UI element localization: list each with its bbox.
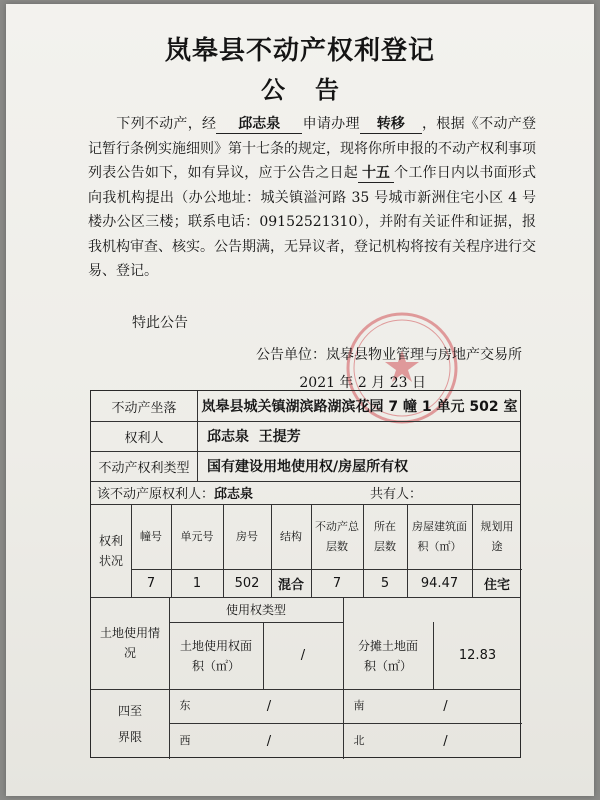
boundary-label: 四至界限 bbox=[117, 704, 142, 744]
cell-total-floors: 7 bbox=[332, 575, 342, 591]
co-owner-label: 共有人： bbox=[369, 487, 422, 502]
west-label: 西 bbox=[179, 734, 191, 747]
notice-paper bbox=[6, 4, 594, 796]
cell-floor: 5 bbox=[380, 575, 390, 591]
objection-days: 十五 bbox=[358, 164, 394, 183]
cell-room: 502 bbox=[234, 575, 260, 591]
east-label: 东 bbox=[179, 699, 191, 712]
cell-building-area: 94.47 bbox=[420, 575, 459, 591]
col-floor: 所在层数 bbox=[374, 519, 396, 553]
property-table bbox=[90, 390, 521, 758]
original-holder-value: 邱志泉 bbox=[214, 487, 254, 502]
holder-label: 权利人 bbox=[124, 430, 164, 446]
south-label: 南 bbox=[353, 699, 365, 712]
location-label: 不动产坐落 bbox=[111, 400, 177, 416]
original-holder bbox=[91, 481, 291, 504]
applicant-name: 邱志泉 bbox=[216, 115, 302, 134]
cell-structure: 混合 bbox=[277, 577, 304, 593]
holder-value: 邱志泉 王提芳 bbox=[207, 429, 301, 445]
col-building: 幢号 bbox=[140, 529, 162, 543]
cell-usage: 住宅 bbox=[483, 577, 510, 593]
body-text-4: 个工作日内以书面形式向我机构提出（办公地址：城关镇溢河路 35 号城市新洲住宅小区 4 号楼办公区三楼；联系电话：09152521310），并附有关证件和证据，报我机构审查、核实。公告期满，无异议者，登记机构将按有关程序进行交易、登记。 bbox=[88, 165, 537, 279]
col-total-floors: 不动产总层数 bbox=[315, 519, 359, 553]
land-usage-label: 土地使用情况 bbox=[99, 626, 160, 660]
shared-area-label: 分摊土地面积（㎡） bbox=[357, 638, 418, 673]
col-structure: 结构 bbox=[280, 529, 302, 543]
col-unit: 单元号 bbox=[180, 529, 214, 543]
document-subtitle: 公告 bbox=[261, 75, 369, 104]
body-text-1: 下列不动产，经 bbox=[116, 116, 217, 132]
col-building-area: 房屋建筑面积（㎡） bbox=[412, 519, 467, 553]
cell-building: 7 bbox=[146, 575, 156, 591]
notice-date: 2021 年 2 月 23 日 bbox=[299, 375, 426, 391]
west-value: / bbox=[266, 733, 272, 749]
right-type-label: 不动产权利类型 bbox=[98, 460, 190, 476]
north-value: / bbox=[443, 733, 448, 749]
business-type: 转移 bbox=[360, 115, 422, 134]
cell-unit: 1 bbox=[192, 575, 202, 591]
col-room: 房号 bbox=[236, 529, 258, 543]
issuing-organization bbox=[256, 344, 522, 364]
original-holder-label: 该不动产原权利人： bbox=[97, 487, 215, 502]
land-right-type-label: 使用权类型 bbox=[225, 602, 286, 617]
land-area-value: / bbox=[300, 648, 306, 663]
shared-area-value: 12.83 bbox=[458, 648, 497, 663]
col-usage: 规划用途 bbox=[480, 519, 514, 553]
status-label: 权利状况 bbox=[99, 533, 124, 568]
land-area-label: 土地使用权面积（㎡） bbox=[179, 638, 252, 673]
issuer-label: 公告单位： bbox=[256, 347, 326, 363]
north-label: 北 bbox=[353, 734, 365, 747]
right-type-value: 国有建设用地使用权/房屋所有权 bbox=[207, 459, 409, 475]
body-text-2: 申请办理 bbox=[302, 116, 360, 132]
east-value: / bbox=[266, 698, 272, 714]
issuer-name: 岚皋县物业管理与房地产交易所 bbox=[326, 347, 522, 363]
body-text-3: ，根据《不动产登记暂行条例实施细则》第十七条的规定，现将你所申报的不动产权利事项列表公告如下，如有异议，应于公告之日起 bbox=[88, 116, 537, 181]
location-value: 岚皋县城关镇湖滨路湖滨花园 7 幢 1 单元 502 室 bbox=[201, 399, 518, 415]
notice-body bbox=[88, 112, 536, 284]
document-title: 岚皋县不动产权利登记 bbox=[164, 36, 435, 66]
closing-text: 特此公告 bbox=[132, 315, 188, 331]
south-value: / bbox=[443, 698, 448, 714]
